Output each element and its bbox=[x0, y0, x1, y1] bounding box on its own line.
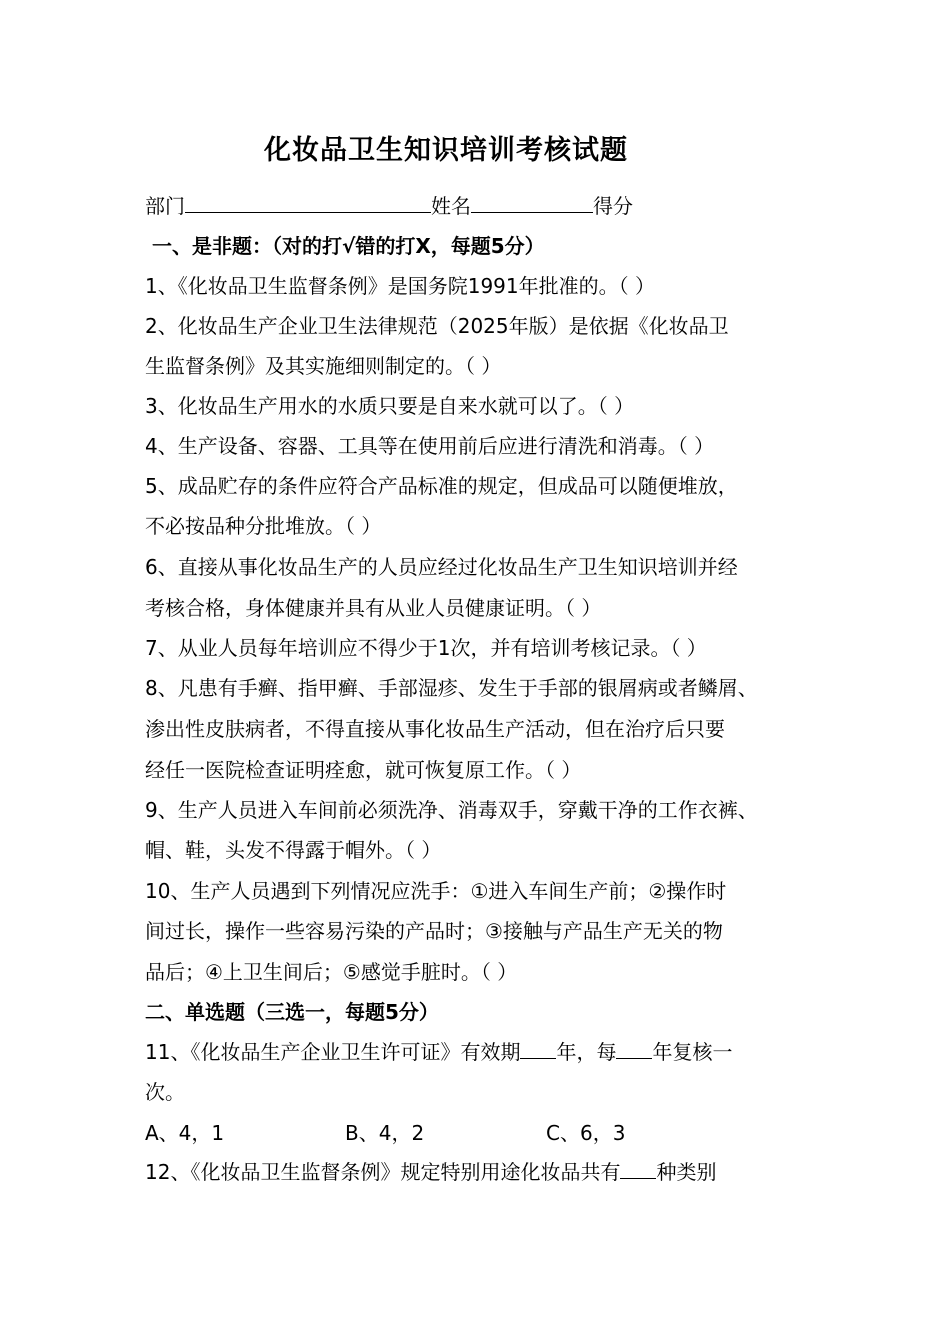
answer-blank bbox=[616, 1038, 652, 1059]
question-8-line2: 渗出性皮肤病者，不得直接从事化妆品生产活动，但在治疗后只要 bbox=[145, 717, 725, 741]
dept-blank bbox=[185, 192, 431, 213]
question-5-line1: 5、成品贮存的条件应符合产品标准的规定，但成品可以随便堆放， bbox=[145, 474, 738, 498]
answer-blank bbox=[620, 1158, 656, 1179]
question-8-line1: 8、凡患有手癣、指甲癣、手部湿疹、发生于手部的银屑病或者鳞屑、 bbox=[145, 676, 758, 700]
section2-heading: 二、单选题（三选一，每题5分） bbox=[145, 1000, 439, 1024]
info-row bbox=[145, 192, 633, 220]
question-6-line2: 考核合格，身体健康并具有从业人员健康证明。（ ） bbox=[145, 596, 602, 620]
option-b: B、4，2 bbox=[345, 1121, 425, 1145]
answer-blank bbox=[520, 1038, 556, 1059]
question-11-text-mid: 年，每 bbox=[556, 1040, 617, 1064]
question-9-line2: 帽、鞋，头发不得露于帽外。（ ） bbox=[145, 838, 442, 862]
question-10-line3: 品后；④上卫生间后；⑤感觉手脏时。（ ） bbox=[145, 960, 518, 984]
name-label: 姓名 bbox=[431, 194, 471, 218]
question-5-line2: 不必按品种分批堆放。（ ） bbox=[145, 514, 382, 538]
question-9-line1: 9、生产人员进入车间前必须洗净、消毒双手，穿戴干净的工作衣裤、 bbox=[145, 798, 758, 822]
question-11-text-start: 11、《化妆品生产企业卫生许可证》有效期 bbox=[145, 1040, 521, 1064]
page-title: 化妆品卫生知识培训考核试题 bbox=[264, 135, 628, 166]
question-8-line3: 经任一医院检查证明痊愈，就可恢复原工作。（ ） bbox=[145, 758, 582, 782]
question-11-text-end: 年复核一 bbox=[652, 1040, 733, 1064]
dept-label: 部门 bbox=[145, 194, 185, 218]
score-label: 得分 bbox=[593, 194, 633, 218]
option-c: C、6，3 bbox=[546, 1121, 626, 1145]
question-6-line1: 6、直接从事化妆品生产的人员应经过化妆品生产卫生知识培训并经 bbox=[145, 555, 738, 579]
question-3: 3、化妆品生产用水的水质只要是自来水就可以了。（ ） bbox=[145, 394, 635, 418]
option-a: A、4，1 bbox=[145, 1121, 225, 1145]
question-2-line2: 生监督条例》及其实施细则制定的。（ ） bbox=[145, 354, 502, 378]
question-12-text-start: 12、《化妆品卫生监督条例》规定特别用途化妆品共有 bbox=[145, 1160, 621, 1184]
question-4: 4、生产设备、容器、工具等在使用前后应进行清洗和消毒。（ ） bbox=[145, 434, 715, 458]
question-11-line1 bbox=[145, 1038, 732, 1066]
question-1: 1、《化妆品卫生监督条例》是国务院1991年批准的。（ ） bbox=[145, 274, 655, 298]
name-blank bbox=[471, 192, 593, 213]
section1-heading: 一、是非题：（对的打√错的打X，每题5分） bbox=[152, 234, 545, 258]
question-12-text-end: 种类别 bbox=[656, 1160, 717, 1184]
question-10-line2: 间过长，操作一些容易污染的产品时；③接触与产品生产无关的物 bbox=[145, 919, 723, 943]
question-7: 7、从业人员每年培训应不得少于1次，并有培训考核记录。（ ） bbox=[145, 636, 707, 660]
question-12 bbox=[145, 1158, 716, 1186]
question-2-line1: 2、化妆品生产企业卫生法律规范（2025年版）是依据《化妆品卫 bbox=[145, 314, 729, 338]
question-11-line2: 次。 bbox=[145, 1080, 185, 1104]
question-10-line1: 10、生产人员遇到下列情况应洗手：①进入车间生产前；②操作时 bbox=[145, 879, 727, 903]
